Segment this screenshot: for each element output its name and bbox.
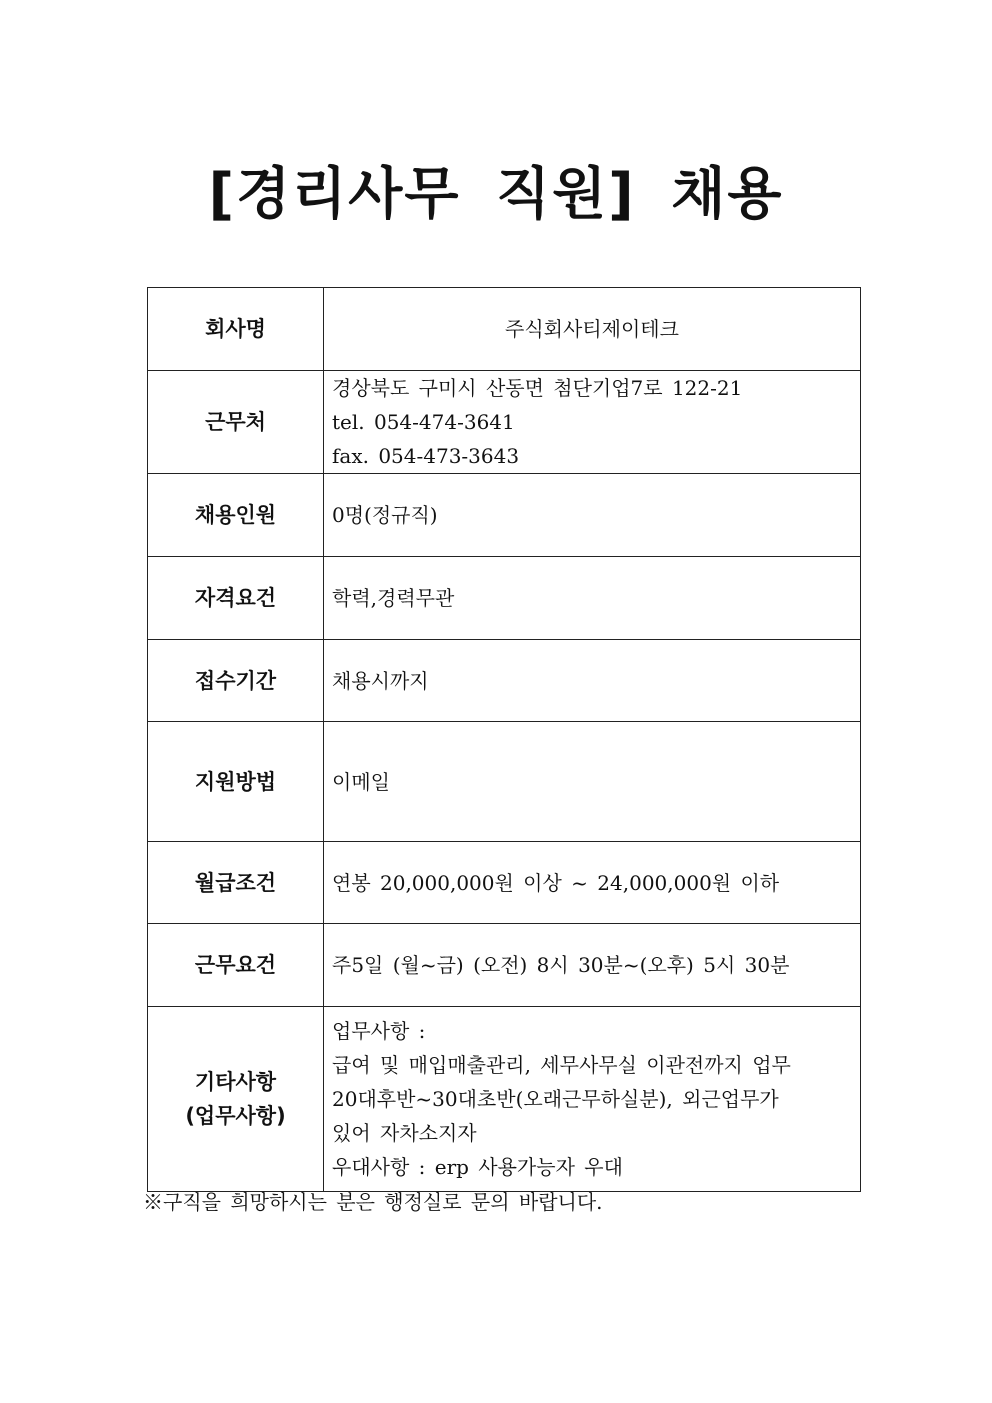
value-workplace [324,371,861,474]
salary-text: 연봉 20,000,000원 이상 ~ 24,000,000원 이하 [332,870,780,895]
value-other [324,1007,861,1192]
label-work-conditions: 근무요건 [148,924,324,1007]
label-application-period: 접수기간 [148,640,324,722]
other-line-5: 우대사항 : erp 사용가능자 우대 [332,1155,623,1179]
row-other [148,1007,861,1192]
application-period-text: 채용시까지 [332,668,429,693]
other-line-3: 20대후반~30대초반(오래근무하실분), 외근업무가 [332,1087,779,1111]
company-name: 주식회사티제이테크 [505,317,679,341]
label-company: 회사명 [148,288,324,371]
job-posting-table [147,287,861,1192]
page-title: [경리사무 직원] 채용 [208,162,784,227]
label-qualification: 자격요건 [148,557,324,640]
label-salary: 월급조건 [148,842,324,924]
other-line-4: 있어 자차소지자 [332,1121,477,1145]
workplace-fax: fax. 054-473-3643 [332,444,520,468]
label-other-main: 기타사항 [194,1070,277,1094]
value-work-conditions [324,924,861,1007]
label-workplace: 근무처 [148,371,324,474]
other-line-2: 급여 및 매입매출관리, 세무사무실 이관전까지 업무 [332,1053,791,1077]
value-application-method [324,722,861,842]
label-other [148,1007,324,1192]
row-application-period [148,640,861,722]
value-application-period [324,640,861,722]
row-headcount [148,474,861,557]
workplace-address: 경상북도 구미시 산동면 첨단기업7로 122-21 [332,376,743,400]
value-salary [324,842,861,924]
application-method-text: 이메일 [332,769,390,794]
value-headcount [324,474,861,557]
label-other-sub: (업무사항) [185,1104,286,1128]
label-application-method: 지원방법 [148,722,324,842]
workplace-tel: tel. 054-474-3641 [332,410,515,434]
qualification-text: 학력,경력무관 [332,586,455,610]
row-company [148,288,861,371]
label-headcount: 채용인원 [148,474,324,557]
footer-note: ※구직을 희망하시는 분은 행정실로 문의 바랍니다. [143,1190,603,1214]
row-workplace [148,371,861,474]
row-salary [148,842,861,924]
headcount-text: 0명(정규직) [332,503,438,527]
row-qualification [148,557,861,640]
work-conditions-text: 주5일 (월~금) (오전) 8시 30분~(오후) 5시 30분 [332,953,790,977]
value-qualification [324,557,861,640]
value-company [324,288,861,371]
row-application-method [148,722,861,842]
row-work-conditions [148,924,861,1007]
other-line-1: 업무사항 : [332,1019,426,1043]
